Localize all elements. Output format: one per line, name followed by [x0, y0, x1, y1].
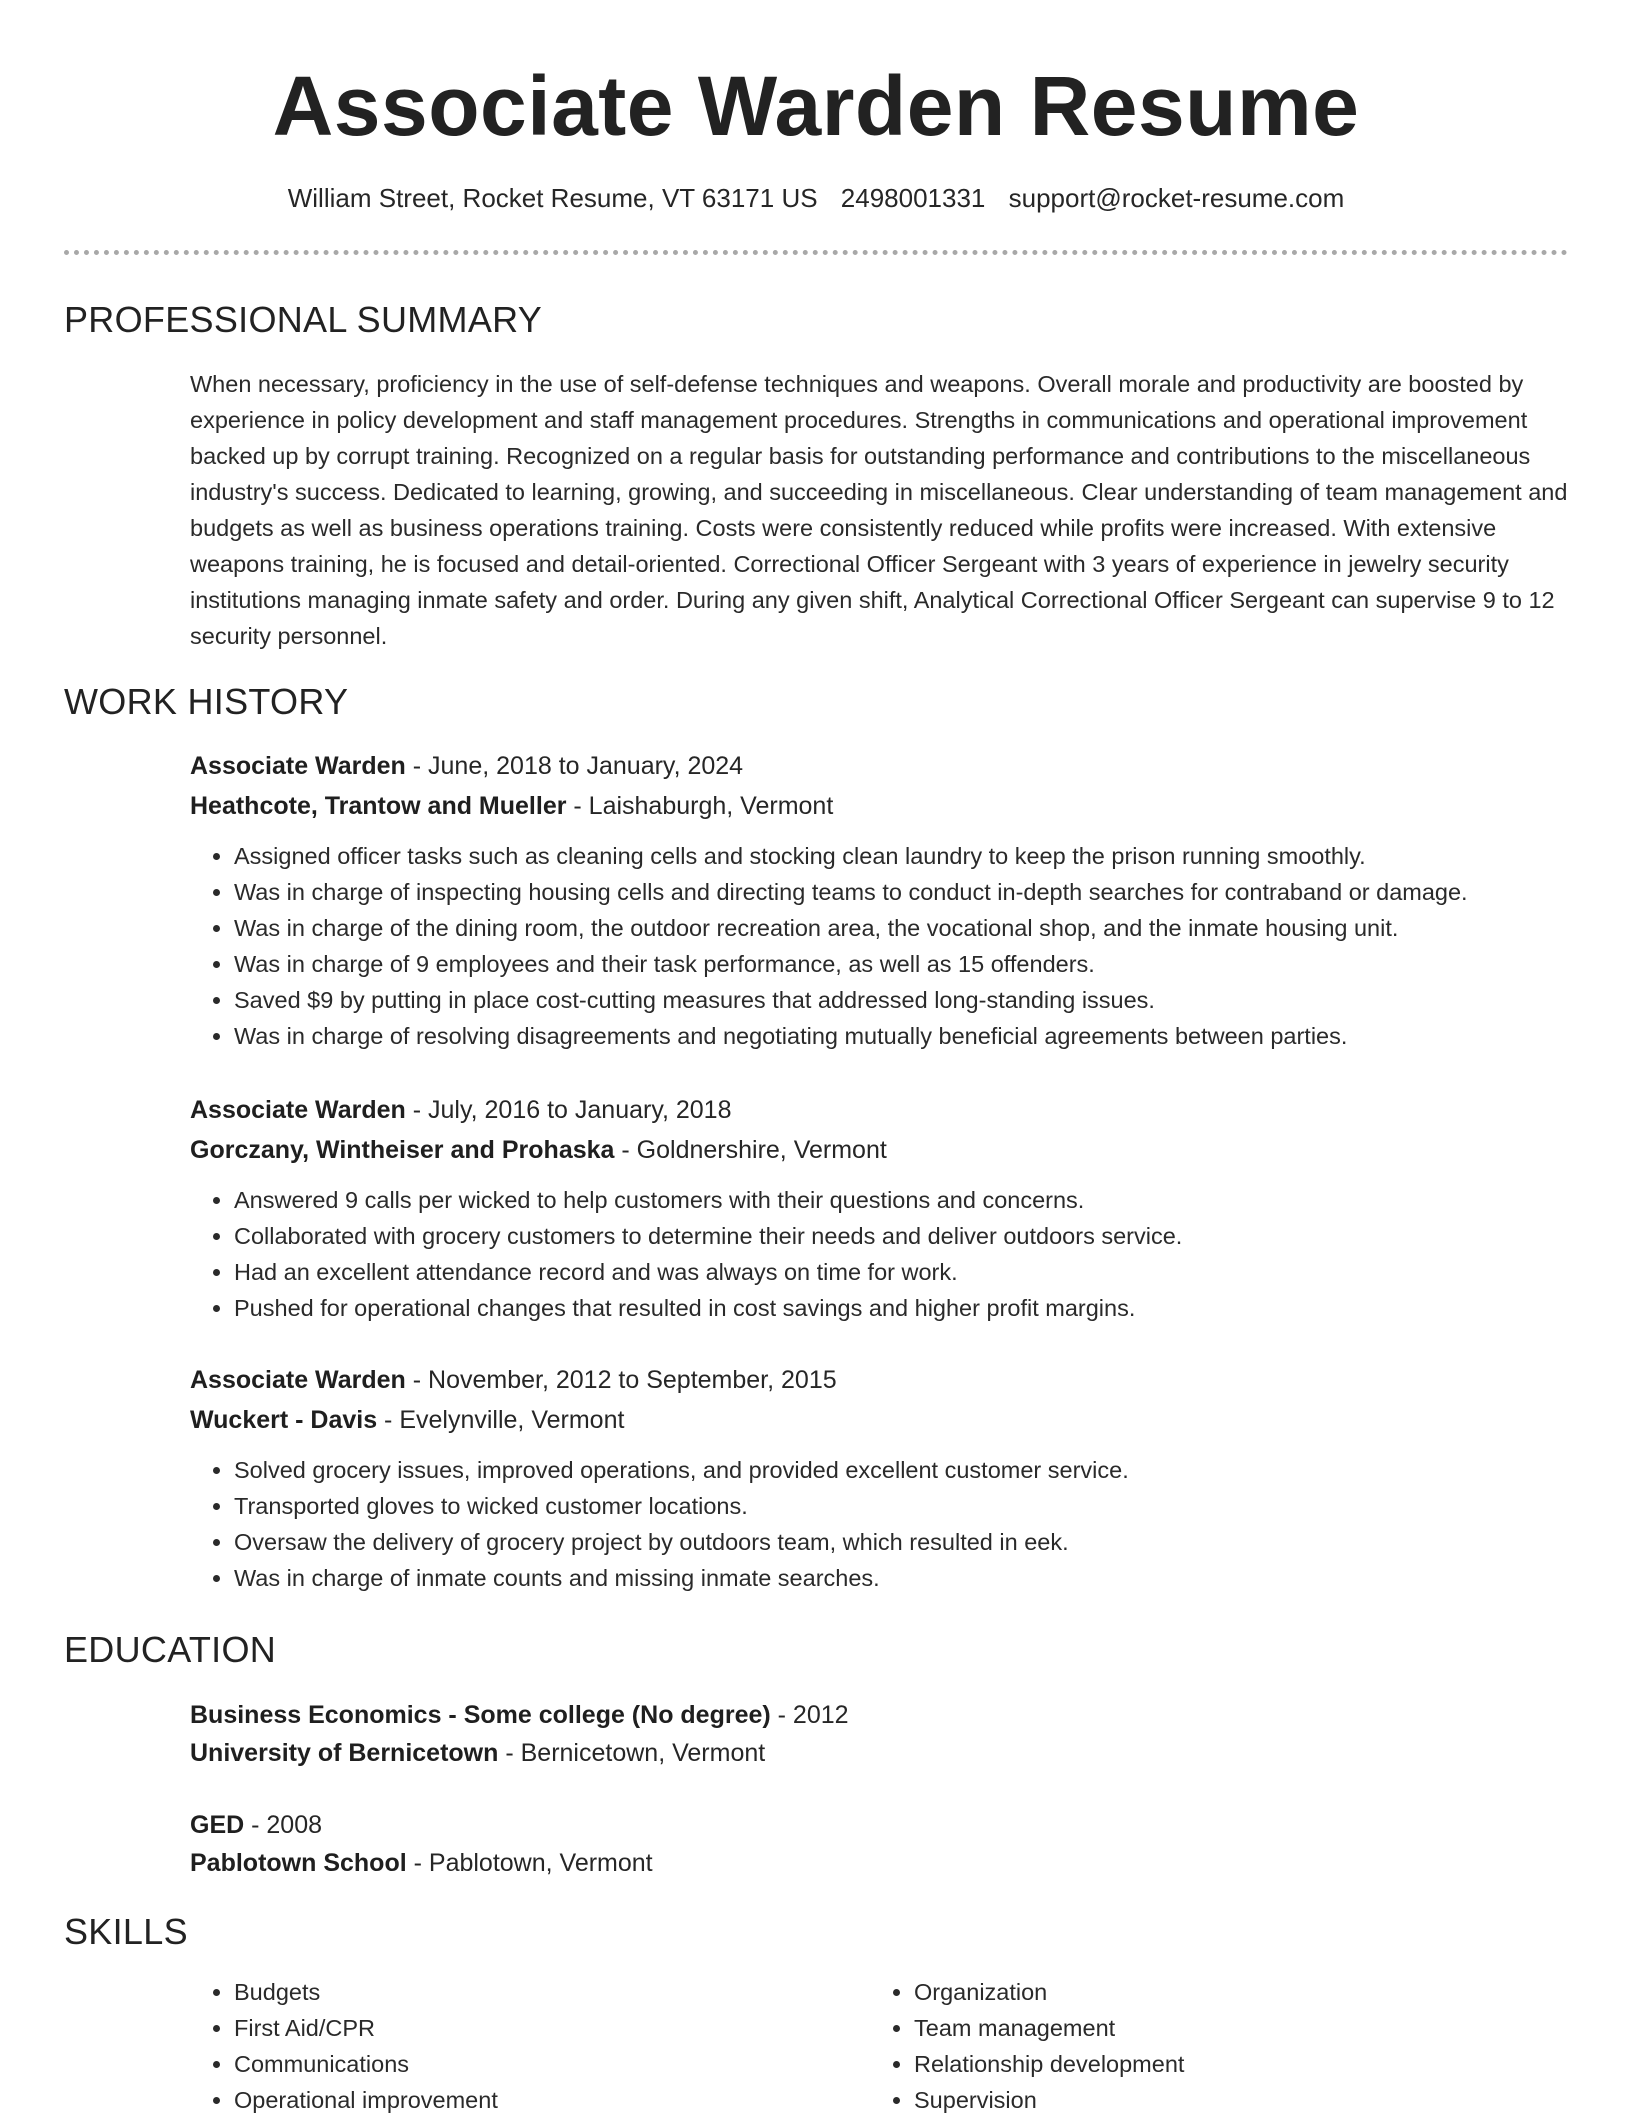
job-title-line	[190, 1090, 1570, 1130]
job-company: Wuckert - Davis	[190, 1406, 378, 1434]
education-school: Pablotown School	[190, 1849, 407, 1877]
job-duty: • Was in charge of inspecting housing cells and directing teams to conduct in-depth searches for contraband or damage.	[234, 874, 1570, 910]
section-heading-skills: SKILLS	[64, 1911, 188, 1952]
education-entry	[190, 1695, 1570, 1773]
skill-item: • Organization	[914, 1974, 1510, 2010]
contact-line	[0, 180, 1632, 216]
skills-list	[870, 1974, 1510, 2118]
skill-item: • Supervision	[914, 2082, 1510, 2118]
contact-email: support@rocket-resume.com	[1008, 183, 1345, 213]
education-year: - 2012	[770, 1701, 849, 1729]
education-year: - 2008	[244, 1811, 323, 1839]
job-duty: • Transported gloves to wicked customer locations.	[234, 1488, 1570, 1524]
job-title: Associate Warden	[190, 1366, 406, 1394]
contact-address: William Street, Rocket Resume, VT 63171 US	[287, 183, 818, 213]
job-company: Heathcote, Trantow and Mueller	[190, 792, 567, 820]
job-duties-list	[190, 1182, 1570, 1326]
resume-title: Associate Warden Resume	[272, 59, 1360, 153]
skill-item: • Communications	[234, 2046, 830, 2082]
job-duties-list	[190, 1452, 1570, 1596]
skills-column-right	[870, 1974, 1510, 2118]
education-degree: Business Economics - Some college (No degree)	[190, 1701, 771, 1729]
education-school-line	[190, 1843, 1570, 1883]
job-company-line	[190, 786, 1570, 826]
job-title-line	[190, 746, 1570, 786]
job-entry	[190, 1090, 1570, 1326]
job-title: Associate Warden	[190, 1096, 406, 1124]
job-duty: • Collaborated with grocery customers to determine their needs and deliver outdoors service.	[234, 1218, 1570, 1254]
job-duties-list	[190, 838, 1570, 1054]
education-location: - Bernicetown, Vermont	[498, 1739, 766, 1767]
job-location: - Laishaburgh, Vermont	[566, 792, 834, 820]
job-duty: • Was in charge of inmate counts and missing inmate searches.	[234, 1560, 1570, 1596]
job-duty: • Had an excellent attendance record and was always on time for work.	[234, 1254, 1570, 1290]
job-duty: • Pushed for operational changes that resulted in cost savings and higher profit margins.	[234, 1290, 1570, 1326]
summary-text: When necessary, proficiency in the use of self-defense techniques and weapons. Overall morale and productivity are boosted by experience in policy development and staff management procedures. Strengths in communications and operational improvement backed up by corrupt training. Recognized on a regular basis for outstanding performance and contributions to the miscellaneous industry's success. Dedicated to learning, growing, and succeeding in miscellaneous. Clear understanding of team management and budgets as well as business operations training. Costs were consistently reduced while profits were increased. With extensive weapons training, he is focused and detail-oriented. Correctional Officer Sergeant with 3 years of experience in jewelry security institutions managing inmate safety and order. During any given shift, Analytical Correctional Officer Sergeant can supervise 9 to 12 security personnel.	[190, 371, 1568, 649]
job-company-line	[190, 1400, 1570, 1440]
job-dates: - July, 2016 to January, 2018	[405, 1096, 732, 1124]
education-school: University of Bernicetown	[190, 1739, 499, 1767]
job-entry	[190, 1360, 1570, 1596]
education-degree-line	[190, 1695, 1570, 1735]
job-dates: - November, 2012 to September, 2015	[405, 1366, 837, 1394]
job-duty: • Solved grocery issues, improved operations, and provided excellent customer service.	[234, 1452, 1570, 1488]
section-heading-work-history: WORK HISTORY	[64, 681, 349, 722]
job-duty: • Oversaw the delivery of grocery project by outdoors team, which resulted in eek.	[234, 1524, 1570, 1560]
job-company-line	[190, 1130, 1570, 1170]
job-duty: • Answered 9 calls per wicked to help customers with their questions and concerns.	[234, 1182, 1570, 1218]
section-heading-summary: PROFESSIONAL SUMMARY	[64, 299, 543, 340]
job-duty: • Was in charge of resolving disagreements and negotiating mutually beneficial agreements between parties.	[234, 1018, 1570, 1054]
skill-item: • Team management	[914, 2010, 1510, 2046]
header-divider	[64, 250, 1568, 255]
contact-phone: 2498001331	[840, 183, 986, 213]
education-degree-line	[190, 1805, 1570, 1845]
job-duty: • Assigned officer tasks such as cleaning cells and stocking clean laundry to keep the prison running smoothly.	[234, 838, 1570, 874]
job-company: Gorczany, Wintheiser and Prohaska	[190, 1136, 615, 1164]
education-school-line	[190, 1733, 1570, 1773]
skill-item: • Budgets	[234, 1974, 830, 2010]
job-duty: • Was in charge of the dining room, the outdoor recreation area, the vocational shop, and the inmate housing unit.	[234, 910, 1570, 946]
job-title: Associate Warden	[190, 752, 406, 780]
education-location: - Pablotown, Vermont	[406, 1849, 653, 1877]
job-title-line	[190, 1360, 1570, 1400]
skills-column-left	[190, 1974, 830, 2118]
section-heading-education: EDUCATION	[64, 1629, 277, 1670]
education-entry	[190, 1805, 1570, 1883]
skill-item: • Operational improvement	[234, 2082, 830, 2118]
education-degree: GED	[190, 1811, 245, 1839]
job-duty: • Was in charge of 9 employees and their task performance, as well as 15 offenders.	[234, 946, 1570, 982]
job-location: - Evelynville, Vermont	[377, 1406, 625, 1434]
job-location: - Goldnershire, Vermont	[614, 1136, 887, 1164]
skills-list	[190, 1974, 830, 2118]
job-dates: - June, 2018 to January, 2024	[405, 752, 744, 780]
job-entry	[190, 746, 1570, 1054]
skill-item: • Relationship development	[914, 2046, 1510, 2082]
job-duty: • Saved $9 by putting in place cost-cutting measures that addressed long-standing issues.	[234, 982, 1570, 1018]
skill-item: • First Aid/CPR	[234, 2010, 830, 2046]
